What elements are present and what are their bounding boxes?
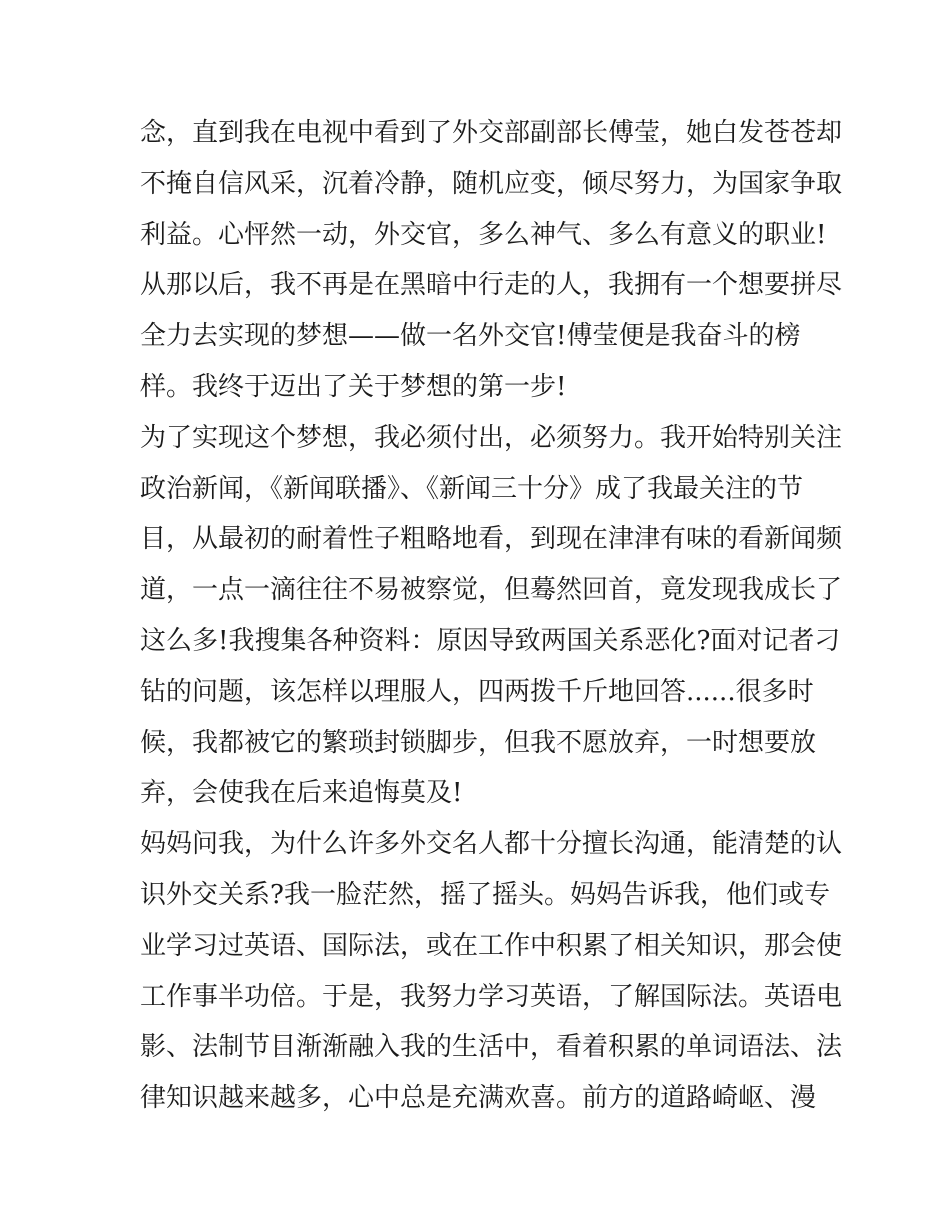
text-line: 道，一点一滴往往不易被察觉，但蓦然回首，竟发现我成长了 [140,575,843,606]
text-line: 不掩自信风采，沉着冷静，随机应变，倾尽努力，为国家争取 [140,168,843,199]
text-line: 这么多!我搜集各种资料：原因导致两国关系恶化?面对记者刁 [140,625,841,656]
text-line: 妈妈问我，为什么许多外交名人都十分擅长沟通，能清楚的认 [140,829,843,860]
text-line: 全力去实现的梦想——做一名外交官!傅莹便是我奋斗的榜 [140,321,801,352]
text-line: 钻的问题，该怎样以理服人，四两拨千斤地回答......很多时 [140,676,814,707]
text-line: 候，我都被它的繁琐封锁脚步，但我不愿放弃，一时想要放 [140,727,817,758]
text-line: 念，直到我在电视中看到了外交部副部长傅莹，她白发苍苍却 [140,118,843,148]
text-line: 弃，会使我在后来追悔莫及! [140,778,463,809]
text-line: 影、法制节目渐渐融入我的生活中，看着积累的单词语法、法 [140,1032,843,1063]
text-line: 利益。心怦然一动，外交官，多么神气、多么有意义的职业! [140,219,827,250]
text-line: 工作事半功倍。于是，我努力学习英语，了解国际法。英语电 [140,981,843,1012]
text-line: 识外交关系?我一脸茫然，摇了摇头。妈妈告诉我，他们或专 [140,879,830,910]
essay-text [140,108,843,1124]
text-line: 目，从最初的耐着性子粗略地看，到现在津津有味的看新闻频 [140,524,843,555]
text-line: 律知识越来越多，心中总是充满欢喜。前方的道路崎岖、漫 [140,1083,817,1114]
text-line: 从那以后，我不再是在黑暗中行走的人，我拥有一个想要拼尽 [140,270,843,301]
text-line: 为了实现这个梦想，我必须付出，必须努力。我开始特别关注 [140,422,843,453]
text-line: 政治新闻，《新闻联播》、《新闻三十分》成了我最关注的节 [140,473,804,504]
text-line: 样。我终于迈出了关于梦想的第一步! [140,371,567,402]
text-line: 业学习过英语、国际法，或在工作中积累了相关知识，那会使 [140,930,843,961]
